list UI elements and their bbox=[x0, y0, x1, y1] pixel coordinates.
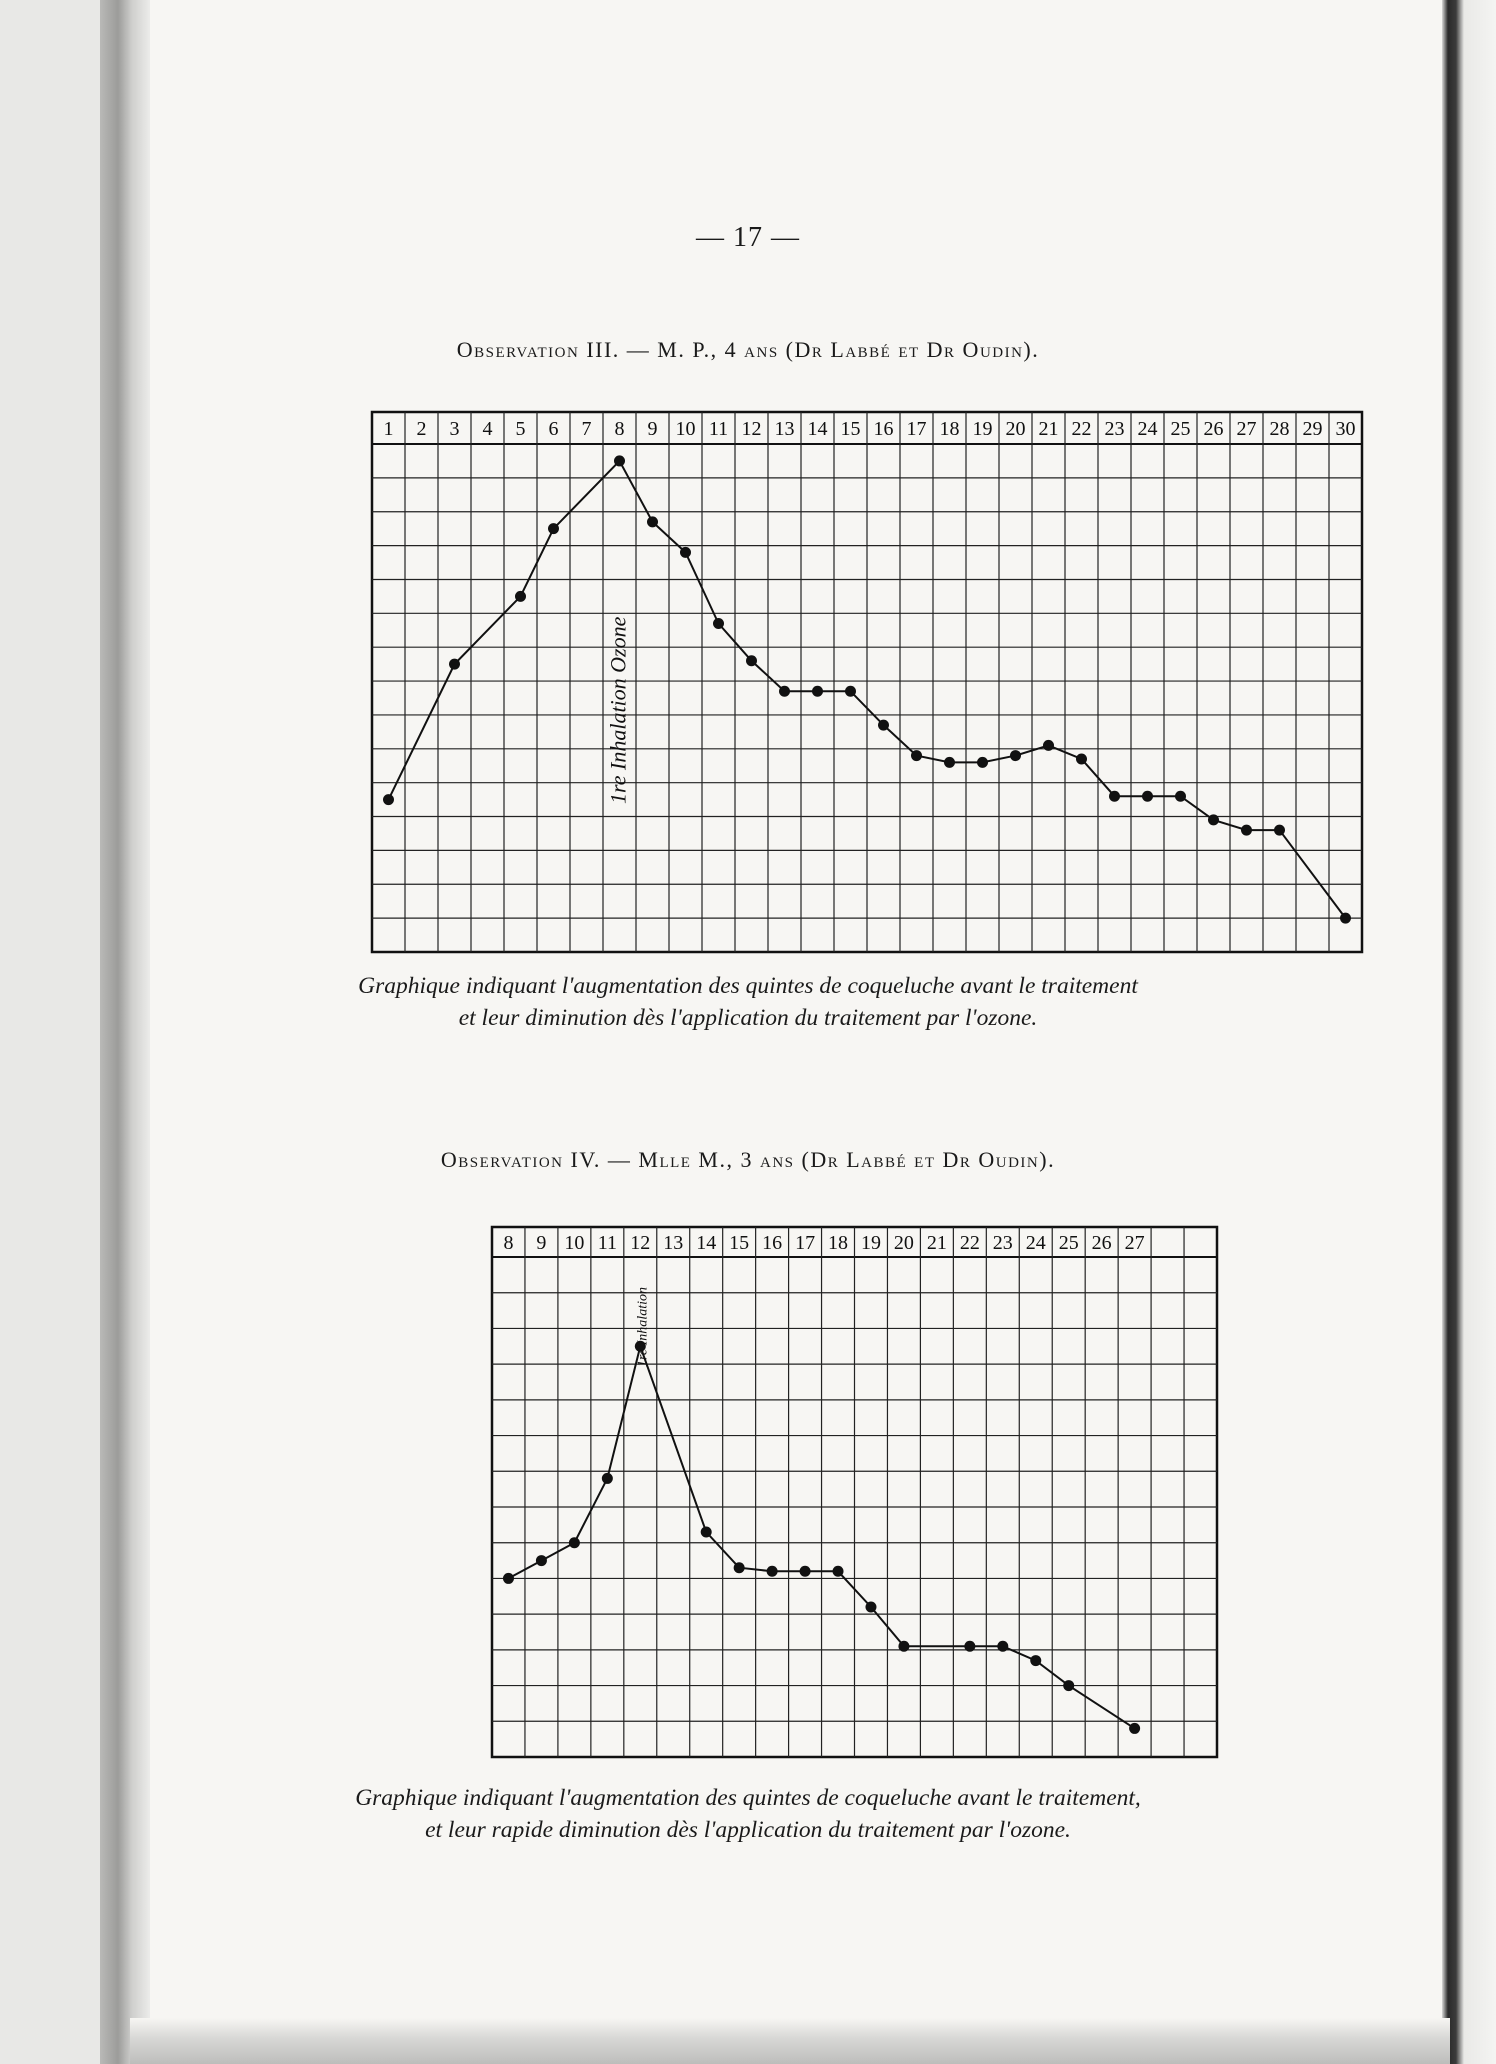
chart4-inhalation-annotation: 1re Inhalation bbox=[635, 1287, 651, 1367]
chart3-day-label: 7 bbox=[581, 418, 592, 440]
chart4-data-point bbox=[503, 1573, 514, 1584]
chart3-data-point bbox=[1241, 825, 1252, 836]
chart4-day-label: 18 bbox=[828, 1232, 849, 1254]
chart3-inhalation-annotation: 1re Inhalation Ozone bbox=[605, 616, 631, 804]
chart3-day-label: 26 bbox=[1203, 418, 1224, 440]
chart3-day-label: 1 bbox=[383, 418, 394, 440]
chart3-day-label: 18 bbox=[939, 418, 960, 440]
chart4-day-label: 24 bbox=[1025, 1232, 1046, 1254]
chart4-day-label: 21 bbox=[926, 1232, 947, 1254]
chart3-data-point bbox=[548, 523, 559, 534]
chart3-data-point bbox=[1175, 791, 1186, 802]
chart3-day-label: 3 bbox=[449, 418, 460, 440]
observation-4-caption bbox=[0, 1782, 1496, 1846]
chart4-day-label: 15 bbox=[729, 1232, 750, 1254]
chart3-data-point bbox=[1043, 740, 1054, 751]
chart3-data-point bbox=[878, 720, 889, 731]
chart4-day-label: 14 bbox=[696, 1232, 717, 1254]
chart4-day-label: 12 bbox=[630, 1232, 651, 1254]
chart3-day-label: 20 bbox=[1005, 418, 1026, 440]
chart4-day-label: 19 bbox=[860, 1232, 881, 1254]
chart3-data-point bbox=[1010, 750, 1021, 761]
chart3-data-point bbox=[383, 794, 394, 805]
chart4-day-label: 8 bbox=[503, 1232, 514, 1254]
chart4-data-point bbox=[536, 1555, 547, 1566]
chart3-day-label: 25 bbox=[1170, 418, 1191, 440]
chart4-day-label: 23 bbox=[992, 1232, 1013, 1254]
chart4-day-label: 10 bbox=[564, 1232, 585, 1254]
chart3-day-label: 29 bbox=[1302, 418, 1323, 440]
chart4-data-point bbox=[833, 1566, 844, 1577]
chart3-data-point bbox=[1274, 825, 1285, 836]
chart4-data-point bbox=[701, 1527, 712, 1538]
chart4-day-label: 16 bbox=[762, 1232, 783, 1254]
chart3-data-point bbox=[812, 686, 823, 697]
chart4-day-label: 27 bbox=[1124, 1232, 1145, 1254]
chart3-day-label: 5 bbox=[515, 418, 526, 440]
chart4-data-point bbox=[865, 1602, 876, 1613]
chart4-day-label: 17 bbox=[795, 1232, 816, 1254]
chart3-data-point bbox=[1142, 791, 1153, 802]
chart3-day-label: 19 bbox=[972, 418, 993, 440]
chart3-data-point bbox=[647, 516, 658, 527]
observation-3-caption bbox=[0, 970, 1496, 1034]
chart3-day-label: 4 bbox=[482, 418, 493, 440]
chart3-data-point bbox=[680, 547, 691, 558]
chart4-day-label: 9 bbox=[536, 1232, 547, 1254]
chart3-day-label: 21 bbox=[1038, 418, 1059, 440]
chart3-day-label: 30 bbox=[1335, 418, 1356, 440]
observation-3-heading: Observation III. — M. P., 4 ans (Dr Labbé et Dr Oudin). bbox=[456, 337, 1040, 362]
chart3-day-label: 6 bbox=[548, 418, 559, 440]
chart3-day-label: 22 bbox=[1071, 418, 1092, 440]
observation-4-chart bbox=[490, 1225, 1220, 1760]
chart4-data-point bbox=[800, 1566, 811, 1577]
chart3-data-point bbox=[977, 757, 988, 768]
observation-4-heading: Observation IV. — Mlle M., 3 ans (Dr Labbé et Dr Oudin). bbox=[440, 1147, 1056, 1172]
chart4-data-point bbox=[734, 1562, 745, 1573]
chart4-day-label: 20 bbox=[893, 1232, 914, 1254]
chart3-data-point bbox=[515, 591, 526, 602]
chart3-data-point bbox=[1109, 791, 1120, 802]
chart3-day-label: 11 bbox=[708, 418, 729, 440]
chart3-day-label: 27 bbox=[1236, 418, 1257, 440]
chart3-day-label: 15 bbox=[840, 418, 861, 440]
chart4-day-label: 25 bbox=[1058, 1232, 1079, 1254]
observation-4-caption-line-2: et leur rapide diminution dès l'application du traitement par l'ozone. bbox=[425, 1817, 1071, 1843]
observation-3-caption-line-2: et leur diminution dès l'application du traitement par l'ozone. bbox=[458, 1005, 1038, 1031]
chart4-data-point bbox=[898, 1641, 909, 1652]
chart4-day-label: 26 bbox=[1091, 1232, 1112, 1254]
chart4-data-point bbox=[997, 1641, 1008, 1652]
observation-3-caption-line-1: Graphique indiquant l'augmentation des quintes de coqueluche avant le traitement bbox=[358, 973, 1138, 999]
chart3-data-point bbox=[713, 618, 724, 629]
chart4-day-label: 11 bbox=[597, 1232, 617, 1254]
chart4-data-point bbox=[767, 1566, 778, 1577]
chart3-day-label: 24 bbox=[1137, 418, 1158, 440]
chart3-day-label: 16 bbox=[873, 418, 894, 440]
chart3-data-point bbox=[746, 655, 757, 666]
chart3-day-label: 13 bbox=[774, 418, 795, 440]
chart3-day-label: 2 bbox=[416, 418, 427, 440]
chart3-day-label: 9 bbox=[647, 418, 658, 440]
chart4-data-point bbox=[1129, 1723, 1140, 1734]
chart3-day-label: 28 bbox=[1269, 418, 1290, 440]
chart3-data-point bbox=[845, 686, 856, 697]
observation-4-caption-line-1: Graphique indiquant l'augmentation des quintes de coqueluche avant le traitement, bbox=[355, 1785, 1141, 1811]
chart4-data-point bbox=[964, 1641, 975, 1652]
chart3-day-label: 12 bbox=[741, 418, 762, 440]
chart3-data-point bbox=[1208, 814, 1219, 825]
chart3-day-label: 14 bbox=[807, 418, 828, 440]
chart3-day-label: 17 bbox=[906, 418, 927, 440]
chart4-data-point bbox=[569, 1537, 580, 1548]
chart3-data-point bbox=[614, 455, 625, 466]
chart4-data-point bbox=[1063, 1680, 1074, 1691]
chart4-day-label: 22 bbox=[959, 1232, 980, 1254]
chart3-data-point bbox=[449, 659, 460, 670]
chart3-day-label: 8 bbox=[614, 418, 625, 440]
chart4-day-label: 13 bbox=[663, 1232, 684, 1254]
scan-bottom-margin bbox=[130, 2018, 1450, 2064]
chart3-data-point bbox=[1076, 753, 1087, 764]
chart3-data-point bbox=[944, 757, 955, 768]
chart3-data-point bbox=[1340, 913, 1351, 924]
chart3-data-point bbox=[779, 686, 790, 697]
chart4-data-point bbox=[1030, 1655, 1041, 1666]
chart4-data-point bbox=[602, 1473, 613, 1484]
page-number: — 17 — bbox=[696, 222, 800, 253]
chart3-day-label: 10 bbox=[675, 418, 696, 440]
observation-3-chart bbox=[370, 410, 1365, 955]
chart3-day-label: 23 bbox=[1104, 418, 1125, 440]
chart3-data-point bbox=[911, 750, 922, 761]
